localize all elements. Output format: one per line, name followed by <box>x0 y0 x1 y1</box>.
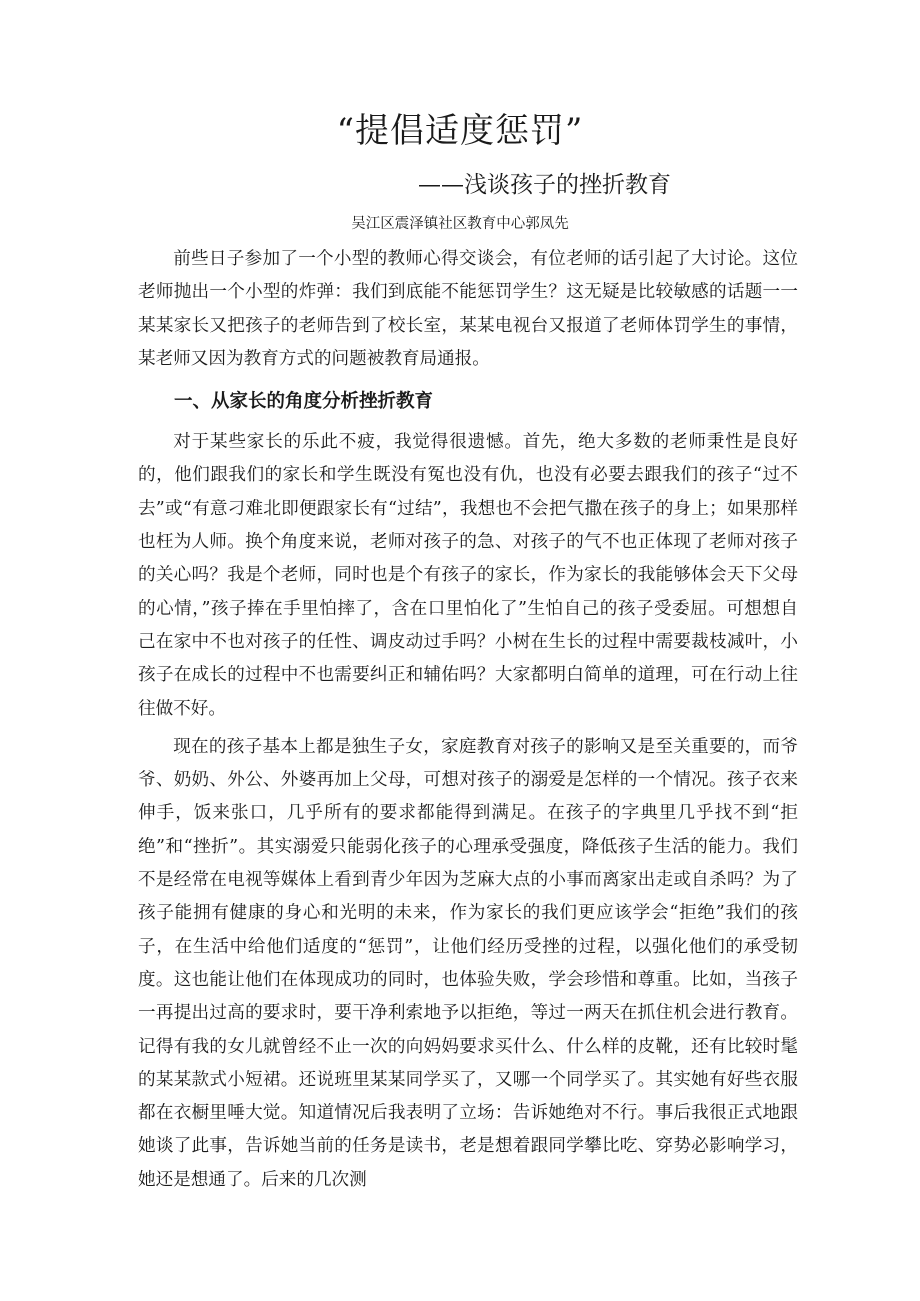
section-heading: 一、从家长的角度分析挫折教育 <box>174 391 434 413</box>
author-line: 吴江区震泽镇社区教育中心郭凤先 <box>351 216 569 232</box>
body-paragraph-2: 现在的孩子基本上都是独生子女，家庭教育对孩子的影响又是至关重要的，而爷爷、奶奶、外公、外婆再加上父母，可想对孩子的溺爱是怎样的一个情况。孩子衣来伸手，饭来张口，几乎所有的要求都能得到满足。在孩子的字典里几乎找不到“拒绝”和“挫折”。其实溺爱只能弱化孩子的心理承受强度，降低孩子生活的能力。我们不是经常在电视等媒体上看到青少年因为芝麻大点的小事而离家出走或自杀吗？为了孩子能拥有健康的身心和光明的未来，作为家长的我们更应该学会“拒绝”我们的孩子，在生活中给他们适度的“惩罚”，让他们经历受挫的过程，以强化他们的承受韧度。这也能让他们在体现成功的同时，也体验失败，学会珍惜和尊重。比如，当孩子一再提出过高的要求时，要干净利索地予以拒绝，等过一两天在抓住机会进行教育。记得有我的女儿就曾经不止一次的向妈妈要求买什么、什么样的皮靴，还有比较时髦的某某款式小短裙。还说班里某某同学买了，又哪一个同学买了。其实她有好些衣服都在衣橱里唾大觉。知道情况后我表明了立场：告诉她绝对不行。事后我很正式地跟她谈了此事，告诉她当前的任务是读书，老是想着跟同学攀比吃、穿势必影响学习，她还是想通了。后来的几次测 <box>138 736 798 1190</box>
body-paragraph-1: 对于某些家长的乐此不疲，我觉得很遗憾。首先，绝大多数的老师秉性是良好的，他们跟我们的家长和学生既没有冤也没有仇，也没有必要去跟我们的孩子“过不去”或“有意刁难北即便跟家长有“过结”，我想也不会把气撒在孩子的身上；如果那样也枉为人师。换个角度来说，老师对孩子的急、对孩子的气不也正体现了老师对孩子的关心吗？我是个老师，同时也是个有孩子的家长，作为家长的我能够体会天下父母的心情，”孩子捧在手里怕摔了，含在口里怕化了”生怕自己的孩子受委屈。可想想自己在家中不也对孩子的任性、调皮动过手吗？小树在生长的过程中需要裁枝减叶，小孩子在成长的过程中不也需要纠正和辅佑吗？大家都明白简单的道理，可在行动上往往做不好。 <box>138 432 798 719</box>
intro-paragraph: 前些日子参加了一个小型的教师心得交谈会，有位老师的话引起了大讨论。这位老师抛出一个小型的炸弹：我们到底能不能惩罚学生？这无疑是比较敏感的话题一一某某家长又把孩子的老师告到了校长室，某某电视台又报道了老师体罚学生的事情，某老师又因为教育方式的问题被教育局通报。 <box>138 249 798 369</box>
document-title: “提倡适度惩罚” <box>336 111 584 151</box>
document-subtitle: ——浅谈孩子的挫折教育 <box>418 172 671 198</box>
article-body <box>138 243 798 1197</box>
